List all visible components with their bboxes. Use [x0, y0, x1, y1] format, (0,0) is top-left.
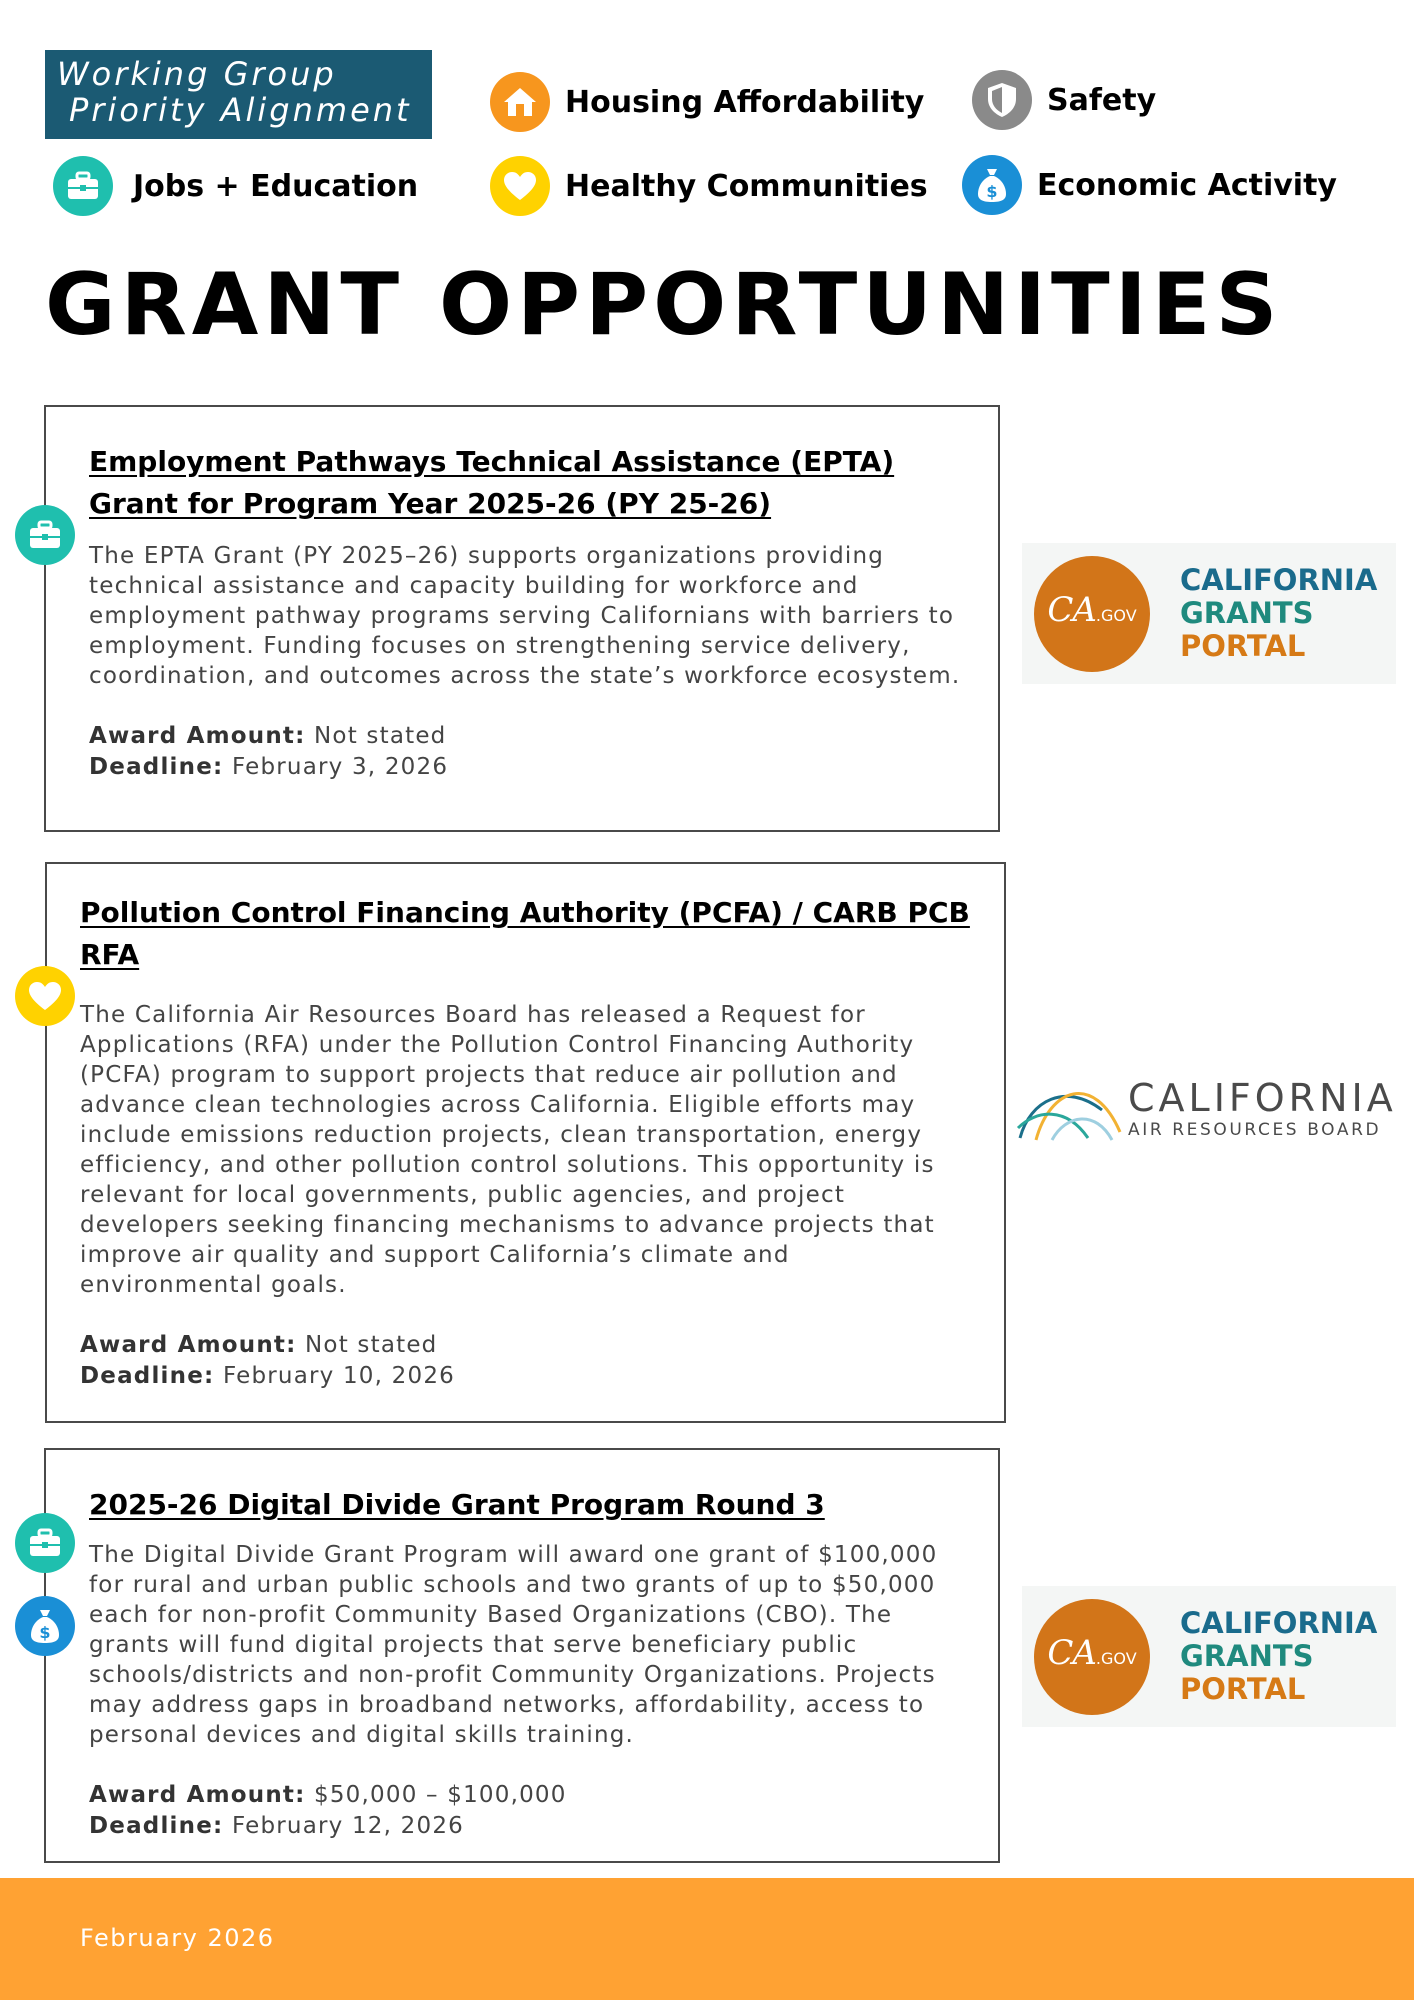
grant-description: The California Air Resources Board has released a Request for Applications (RFA) under the Pollution Control Financing Authority (PCFA) program to support projects that reduce air pollution and advance clean technologies across California. Eligible efforts may include emissions reduction projects, clean transportation, energy efficiency, and other pollution control solutions. This opportunity is relevant for local governments, public agencies, and project developers seeking financing mechanisms to advance projects that improve air quality and support California’s climate and environmental goals.	[80, 1002, 935, 1298]
ca-gov-seal	[1034, 556, 1150, 672]
ca-gov-seal	[1034, 1599, 1150, 1715]
grant-description: The EPTA Grant (PY 2025–26) supports organizations providing technical assistance and capacity building for workforce and employment pathway programs serving Californians with barriers to employment. Funding focuses on strengthening service delivery, coordination, and outcomes across the state’s workforce ecosystem.	[89, 543, 961, 689]
carb-arcs-icon	[1016, 1070, 1126, 1145]
grant-title-link[interactable]: Pollution Control Financing Authority (PCFA) / CARB PCB RFA	[80, 896, 970, 971]
ca-seal-suffix: .GOV	[1095, 605, 1137, 625]
award-value: $50,000 – $100,000	[314, 1782, 567, 1808]
money-bag-icon	[962, 155, 1022, 215]
legend-item-jobs	[53, 156, 418, 216]
legend-item-housing	[490, 72, 924, 132]
award-label: Award Amount:	[80, 1332, 297, 1358]
house-icon	[490, 72, 550, 132]
briefcase-icon	[15, 1513, 75, 1573]
grant-meta	[80, 1330, 972, 1392]
award-value: Not stated	[305, 1332, 438, 1358]
legend-item-economic	[962, 155, 1337, 215]
ca-seal-suffix: .GOV	[1095, 1648, 1137, 1668]
legend-label-economic: Economic Activity	[1037, 167, 1337, 203]
award-value: Not stated	[314, 723, 447, 749]
grant-meta	[89, 1780, 966, 1842]
logo-line-portal: PORTAL	[1180, 629, 1306, 663]
carb-line2: AIR RESOURCES BOARD	[1128, 1120, 1382, 1140]
shield-icon	[972, 70, 1032, 130]
legend-item-safety	[972, 70, 1156, 130]
logo-line-california: CALIFORNIA	[1180, 563, 1378, 597]
legend-item-healthy	[490, 156, 928, 216]
grant-meta	[89, 721, 966, 783]
deadline-label: Deadline:	[89, 754, 224, 780]
legend-title	[45, 50, 432, 139]
ca-seal-text: CA	[1047, 1632, 1096, 1673]
logo-line-california: CALIFORNIA	[1180, 1606, 1378, 1640]
grant-card-epta	[44, 405, 1000, 832]
grant-card-pcfa	[45, 862, 1006, 1423]
briefcase-icon	[53, 156, 113, 216]
heart-icon	[15, 966, 75, 1026]
carb-line1: CALIFORNIA	[1128, 1076, 1397, 1120]
briefcase-icon	[15, 505, 75, 565]
grant-card-digital-divide	[44, 1448, 1000, 1863]
deadline-value: February 12, 2026	[231, 1813, 464, 1839]
page-title: GRANT OPPORTUNITIES	[45, 255, 1283, 355]
legend-label-jobs: Jobs + Education	[133, 168, 419, 204]
deadline-label: Deadline:	[80, 1363, 215, 1389]
california-grants-portal-logo	[1022, 543, 1396, 684]
grant-title-link[interactable]: 2025-26 Digital Divide Grant Program Round 3	[89, 1488, 825, 1521]
ca-seal-text: CA	[1047, 589, 1096, 630]
california-air-resources-board-logo	[1016, 1070, 1401, 1145]
money-bag-icon	[15, 1596, 75, 1656]
legend-label-healthy: Healthy Communities	[565, 168, 928, 204]
deadline-label: Deadline:	[89, 1813, 224, 1839]
svg-text:$: $	[986, 182, 998, 201]
award-label: Award Amount:	[89, 723, 306, 749]
legend-label-safety: Safety	[1047, 82, 1157, 118]
grant-title-link[interactable]: Employment Pathways Technical Assistance (EPTA) Grant for Program Year 2025-26 (PY 25-26)	[89, 445, 895, 520]
award-label: Award Amount:	[89, 1782, 306, 1808]
grant-description: The Digital Divide Grant Program will award one grant of $100,000 for rural and urban public schools and two grants of up to $50,000 each for non-profit Community Based Organizations (CBO). The grants will fund digital projects that serve beneficiary public schools/districts and non-profit Community Organizations. Projects may address gaps in broadband networks, affordability, access to personal devices and digital skills training.	[89, 1542, 938, 1748]
svg-text:$: $	[39, 1623, 51, 1642]
logo-line-grants: GRANTS	[1180, 1639, 1314, 1673]
legend-title-line1: Working Group	[57, 55, 337, 93]
legend-label-housing: Housing Affordability	[565, 84, 925, 120]
footer-date: February 2026	[80, 1924, 275, 1952]
california-grants-portal-logo	[1022, 1586, 1396, 1727]
heart-icon	[490, 156, 550, 216]
deadline-value: February 10, 2026	[222, 1363, 455, 1389]
footer-bar	[0, 1878, 1414, 2000]
deadline-value: February 3, 2026	[231, 754, 449, 780]
logo-line-portal: PORTAL	[1180, 1672, 1306, 1706]
logo-line-grants: GRANTS	[1180, 596, 1314, 630]
legend-title-line2: Priority Alignment	[69, 91, 412, 129]
